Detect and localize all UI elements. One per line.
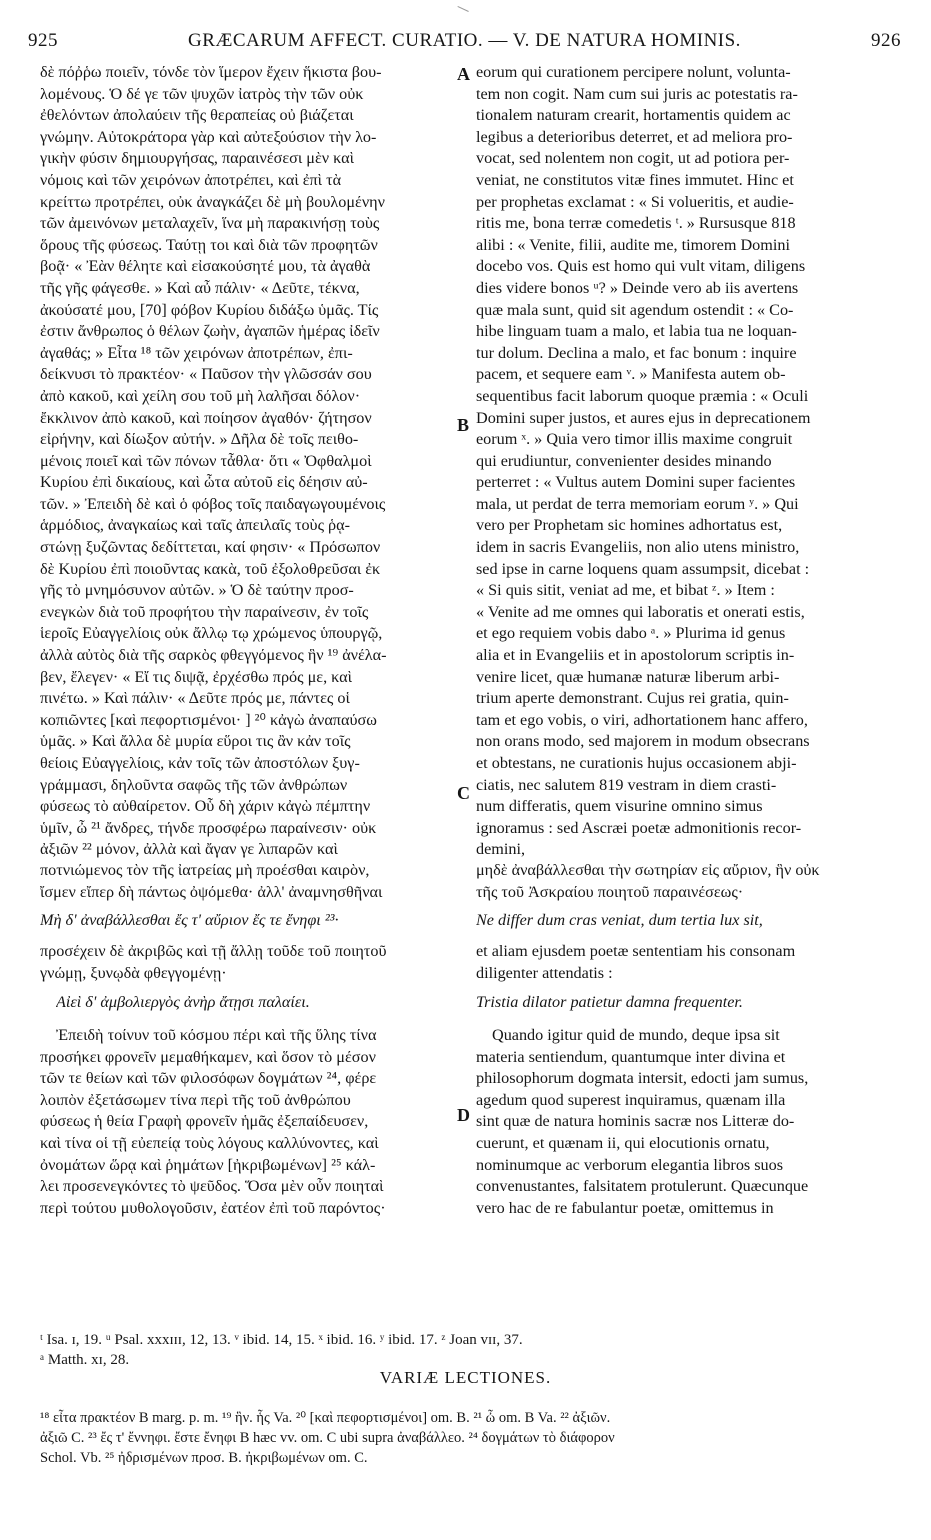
greek-line: θείοις Εὐαγγελίοις, κἀν τοῖς τῶν ἀποστόλων ξυγ- xyxy=(40,754,360,772)
greek-column xyxy=(40,62,454,861)
latin-line: perterret : « Vultus autem Domini super facientes xyxy=(476,473,796,492)
greek-final-paragraph xyxy=(40,1025,454,1219)
page-header xyxy=(28,30,901,56)
greek-line: βοᾷ· « Ἐὰν θέλητε καὶ εἰσακούσητέ μου, τὰ ἀγαθὰ xyxy=(40,257,371,276)
greek-line: τῶν. » Ἐπειδὴ δὲ καὶ ὁ φόβος τοῖς παιδαγωγουμένοις xyxy=(40,494,386,513)
greek-line: φύσεως ἡ θεία Γραφὴ φρονεῖν ἡμᾶς ἐξεπαίδευσεν, xyxy=(40,1112,369,1131)
greek-line: ἐθελόντων ἀπολαύειν τῆς θεραπείας οὐ βιάζεται xyxy=(40,106,354,125)
latin-line: trium aperte demonstrant. Cujus rei gratia, quin- xyxy=(476,689,789,708)
latin-line: eorum qui curationem percipere nolunt, volunta- xyxy=(476,63,791,81)
latin-line: diligenter attendatis : xyxy=(476,964,613,982)
greek-line: ἱεροῖς Εὐαγγελίοις οὐκ ἄλλῳ τῳ χρώμενος ὑπουργῷ, xyxy=(40,624,383,643)
footnote-line: ᵗ Isa. ɪ, 19. ᵘ Psal. xxxɪɪɪ, 12, 13. ᵛ ibid. 14, 15. ˣ ibid. 16. ʸ ibid. 17. ᶻ Joan vɪɪ, 37. xyxy=(40,1332,523,1348)
greek-line: προσέχειν δὲ ἀκριβῶς καὶ τῇ ἄλλῃ τοῦδε τοῦ ποιητοῦ xyxy=(40,942,387,960)
margin-letter-d: D xyxy=(457,1105,470,1125)
latin-verse: Ne differ dum cras veniat, dum tertia lux sit, xyxy=(476,911,763,929)
greek-line: ὑμῖν, ὦ ²¹ ἄνδρες, τήνδε προσφέρω παραίνεσιν· οὐκ xyxy=(40,818,377,837)
greek-line: κρείττω προτρέπει, οὐκ ἀναγκάζει δὲ μὴ βουλομένην xyxy=(40,192,385,211)
margin-letter-c: C xyxy=(457,783,470,803)
greek-line: τῶν ἀμεινόνων μεταλαχεῖν, ἵνα μὴ παρακινήσῃ τοὺς xyxy=(40,214,380,233)
latin-line: num differatis, quem visurine omnino simus xyxy=(476,797,763,816)
latin-line: alibi : « Venite, filii, audite me, timorem Domini xyxy=(476,235,790,254)
latin-line: materia sentiendum, quantumque inter divina et xyxy=(476,1047,786,1066)
latin-line: cuerunt, et quænam ii, qui elocutionis ornatu, xyxy=(476,1133,770,1152)
greek-line: γνώμην. Αὐτοκράτορα γὰρ καὶ αὐτεξούσιον τὴν λο- xyxy=(40,127,377,146)
greek-verse: Μὴ δ' ἀναβάλλεσθαι ἔς τ' αὔριον ἔς τε ἔνηφι ²³· xyxy=(40,911,339,929)
latin-line: ritis me, bona terræ comedetis ᵗ. » Rursusque 818 xyxy=(476,214,796,233)
scan-artifact xyxy=(453,6,469,21)
latin-line: Domini super justos, et aures ejus in deprecationem xyxy=(476,408,811,427)
greek-line: στώνῃ ξυζῶντας δεδίττεται, καί φησιν· « Πρόσωπον xyxy=(40,538,381,557)
greek-line: ἔκκλινον ἀπὸ κακοῦ, καὶ ποίησον ἀγαθόν· ζήτησον xyxy=(40,408,372,427)
greek-line: δὲ Κυρίου ἐπὶ ποιοῦντας κακὰ, τοῦ ἐξολοθρεῦσαι ἐκ xyxy=(40,559,381,578)
greek-line: ὑμᾶς. » Καὶ ἄλλα δὲ μυρία εὕροι τις ἂν κἀν τοῖς xyxy=(40,732,351,751)
greek-line: πινέτω. » Καὶ πάλιν· « Δεῦτε πρός με, πάντες οἱ xyxy=(40,689,350,708)
latin-line: sint quæ de natura hominis sacræ nos Litteræ do- xyxy=(476,1112,795,1131)
latin-line: vero hac de re fabulantur poetæ, omittemus in xyxy=(476,1198,774,1217)
latin-line: non orans modo, sed majorem in modum obsecrans xyxy=(476,732,810,751)
greek-line: λοιπὸν ἐξετάσωμεν τίνα περὶ τῆς τοῦ ἀνθρώπου xyxy=(40,1090,351,1109)
greek-line: ἀκούσατέ μου, [70] φόβον Κυρίου διδάξω ὑμᾶς. Τίς xyxy=(40,300,379,319)
greek-line: μένοις ποιεῖ καὶ τῶν πόνων τἆθλα· ὅτι « Ὀφθαλμοὶ xyxy=(40,451,372,470)
variant-line: ἀξιῶ C. ²³ ἔς τ' ἔννηφι. ἔστε ἔνηφι B hæc vv. om. C ubi supra ἀναβάλλεο. ²⁴ δογμάτων τὸ διάφορον xyxy=(40,1430,615,1446)
margin-letter-a: A xyxy=(457,64,470,84)
greek-line: γῆς τὸ μνημόσυνον αὐτῶν. » Ὁ δὲ ταύτην προσ- xyxy=(40,581,354,600)
greek-line: βεν, ἔλεγεν· « Εἴ τις διψᾷ, ἐρχέσθω πρός με, καὶ xyxy=(40,667,353,686)
greek-line: τῆς γῆς φάγεσθε. » Καὶ αὖ πάλιν· « Δεῦτε, τέκνα, xyxy=(40,278,360,297)
latin-line: idem in sacris Evangeliis, non alio utens ministro, xyxy=(476,538,800,557)
page-number-right: 926 xyxy=(871,30,901,51)
latin-line: mala, ut perdat de terra memoriam eorum ʸ. » Qui xyxy=(476,494,799,513)
page-number-left: 925 xyxy=(28,30,58,51)
latin-line: legibus a deterioribus deterret, et ad meliora pro- xyxy=(476,127,793,146)
greek-line: ἀγαθάς; » Εἶτα ¹⁸ τῶν χειρόνων ἀποτρέπων, ἐπι- xyxy=(40,343,353,362)
latin-line: tam et ego vobis, o viri, adhortationem hanc affero, xyxy=(476,710,808,729)
greek-line: λομένους. Ὁ δέ γε τῶν ψυχῶν ἰατρὸς τὴν τῶν οὐκ xyxy=(40,84,364,103)
latin-final-paragraph xyxy=(476,1025,896,1219)
footnotes xyxy=(40,1330,896,1370)
greek-line: κοπιῶντες [καὶ πεφορτισμένοι· ] ²⁰ κἀγὼ ἀναπαύσω xyxy=(40,710,377,729)
footnote-line: ᵃ Matth. xɪ, 28. xyxy=(40,1352,130,1368)
latin-line: et aliam ejusdem poetæ sententiam his consonam xyxy=(476,942,796,960)
greek-line: τῶν τε θείων καὶ τῶν φιλοσόφων δογμάτων ²⁴, φέρε xyxy=(40,1069,377,1088)
latin-line: docebo vos. Quis est homo qui vult vitam, diligens xyxy=(476,257,806,276)
greek-line: δὲ πόῤῥω ποιεῖν, τόνδε τὸν ἵμερον ἔχειν ἥκιστα βου- xyxy=(40,63,382,81)
latin-line: agedum quod superest inquiramus, quænam illa xyxy=(476,1090,786,1109)
latin-line: tem non cogit. Nam cum sui juris ac potestatis ra- xyxy=(476,84,798,103)
latin-line: venire licet, quæ humanæ naturæ liberum arbi- xyxy=(476,667,780,686)
greek-line: μηδὲ ἀναβάλλεσθαι τὴν σωτηρίαν εἰς αὔριον, ἣν οὐκ xyxy=(476,861,820,879)
greek-verse: Αἰεὶ δ' ἀμβολιεργὸς ἀνὴρ ἄτῃσι παλαίει. xyxy=(56,993,310,1011)
latin-line: vero per Prophetam sic homines adhortatus est, xyxy=(476,516,783,535)
latin-line: et obtestans, ne curationis hujus occasionem abji- xyxy=(476,754,797,772)
latin-line: ignoramus : sed Ascræi poetæ admonitionis recor- xyxy=(476,818,802,837)
greek-line: Κυρίου ἐπὶ δικαίους, καὶ ὦτα αὐτοῦ εἰς δέησιν αὐ- xyxy=(40,473,368,492)
latin-line: philosophorum dogmata intersit, edocti jam sumus, xyxy=(476,1069,809,1088)
greek-line: ἁρμόδιος, ἀναγκαίως καὶ ταῖς ἀπειλαῖς τοὺς ῥᾳ- xyxy=(40,516,350,535)
greek-line: λει προσενεγκόντες τὸ ψεῦδος. Ὅσα μὲν οὖν ποιηταὶ xyxy=(40,1177,384,1196)
latin-line: pacem, et sequere eam ᵛ. » Manifesta autem ob- xyxy=(476,365,786,384)
greek-line: ὀνομάτων ὥρᾳ καὶ ῥημάτων [ἠκριβωμένων] ²⁵ κάλ- xyxy=(40,1155,376,1174)
greek-line: ἀλλὰ αὐτὸς διὰ τῆς σαρκὸς φθεγγόμενος ἣν ¹⁹ ἀνέλα- xyxy=(40,646,387,665)
latin-line: veniat, ne constitutos vitæ fines immutet. Hinc et xyxy=(476,170,794,189)
greek-line: ενεγκὼν διὰ τοῦ προφήτου τὴν παραίνεσιν, ἐν τοῖς xyxy=(40,602,369,621)
latin-line: sequentibus facit laborum quoque præmia : « Oculi xyxy=(476,386,809,405)
greek-line: γνώμῃ, ξυνῳδὰ φθεγγομένῃ· xyxy=(40,964,227,982)
greek-line: καὶ τίνα οἱ τῇ εὐεπείᾳ τοὺς λόγους καλλύνοντες, καὶ xyxy=(40,1133,379,1152)
latin-line: eorum ˣ. » Quia vero timor illis maxime congruit xyxy=(476,430,793,449)
variant-line: ¹⁸ εἶτα πρακτέον B marg. p. m. ¹⁹ ἣν. ἧς Va. ²⁰ [καὶ πεφορτισμένοι] om. B. ²¹ ὦ om. B Va. ²² ἀξιῶν. xyxy=(40,1410,611,1426)
greek-line: νόμοις καὶ τῶν χειρόνων ἀποτρέπει, καὶ ἐπὶ τὰ xyxy=(40,170,342,189)
latin-verse: Tristia dilator patietur damna frequenter. xyxy=(476,993,743,1011)
greek-line: προσήκει φρονεῖν μεμαθήκαμεν, καὶ ὅσον τὸ μέσον xyxy=(40,1047,376,1066)
greek-line: ἐστιν ἄνθρωπος ὁ θέλων ζωὴν, ἀγαπῶν ἡμέρας ἰδεῖν xyxy=(40,322,380,341)
greek-line: τῆς τοῦ Ἀσκραίου ποιητοῦ παραινέσεως· xyxy=(476,883,744,901)
greek-line: εἰρήνην, καὶ δίωξον αὐτήν. » Δῆλα δὲ τοῖς πειθο- xyxy=(40,430,359,449)
latin-line: convenustantes, falsitatem protulerunt. Quæcunque xyxy=(476,1177,809,1196)
greek-line: φύσεως τὸ αὐθαίρετον. Οὗ δὴ χάριν κἀγὼ πέμπτην xyxy=(40,797,371,816)
variae-lectiones-heading: VARIÆ LECTIONES. xyxy=(379,1368,552,1387)
running-title: GRÆCARUM AFFECT. CURATIO. — V. DE NATURA HOMINIS. xyxy=(188,30,741,51)
variant-line: Schol. Vb. ²⁵ ἠδρισμένων προσ. B. ἠκριβωμένων om. C. xyxy=(40,1450,368,1466)
latin-line: nominumque ac verborum elegantia libros suos xyxy=(476,1155,784,1174)
greek-line: ἀξιῶν ²² μόνον, ἀλλὰ καὶ ἄγαν γε λιπαρῶν καὶ xyxy=(40,840,338,859)
latin-line: vocat, sed nolentem non cogit, ut ad potiora per- xyxy=(476,149,790,168)
latin-line: tionalem naturam crearit, hortamentis quidem ac xyxy=(476,106,791,125)
greek-line: Ἐπειδὴ τοίνυν τοῦ κόσμου πέρι καὶ τῆς ὕλης τίνα xyxy=(56,1026,377,1044)
greek-line: γικὴν φύσιν δημιουργήσας, παραινέσεσι μὲν καὶ xyxy=(40,149,354,168)
latin-line: hibe linguam tuam a malo, et labia tua ne loquan- xyxy=(476,322,797,341)
latin-line: « Venite ad me omnes qui laboratis et onerati estis, xyxy=(476,602,805,621)
latin-line: sed ipse in carne loquens quam assumpsit, dicebat : xyxy=(476,559,810,578)
variae-lectiones xyxy=(40,1408,896,1468)
latin-column xyxy=(476,62,896,861)
greek-line: ἴσμεν εἴπερ δὴ πάντως ὀψόμεθα· ἀλλ' ἀναμνησθῆναι xyxy=(40,883,383,901)
greek-line: δείκνυσι τὸ πρακτέον· « Παῦσον τὴν γλῶσσάν σου xyxy=(40,365,372,384)
greek-line: γράμμασι, δηλοῦντα σαφῶς τῆς τῶν ἀνθρώπων xyxy=(40,775,348,794)
latin-line: alia et in Evangeliis et in apostolorum scriptis in- xyxy=(476,646,795,665)
greek-line: ἀπὸ κακοῦ, καὶ χείλη σου τοῦ μὴ λαλῆσαι δόλον· xyxy=(40,386,361,405)
latin-line: Quando igitur quid de mundo, deque ipsa sit xyxy=(492,1026,780,1044)
greek-line: ποτνιώμενος τὸν τῆς ἰατρείας μὴ προέσθαι καιρὸν, xyxy=(40,861,370,879)
latin-line: quæ mala sunt, quid sit agendum ostendit : « Co- xyxy=(476,300,794,319)
latin-line: demini, xyxy=(476,840,526,859)
greek-line: ὅρους τῆς φύσεως. Ταύτῃ τοι καὶ διὰ τῶν προφητῶν xyxy=(40,235,378,254)
latin-line: « Si quis sitit, veniat ad me, et bibat ᶻ. » Item : xyxy=(476,581,775,600)
latin-line: dies videre bonos ᵘ? » Deinde vero ab iis avertens xyxy=(476,278,799,297)
latin-line: per prophetas exclamat : « Si volueritis, et audie- xyxy=(476,192,794,211)
latin-line: ciatis, nec salutem 819 vestram in diem crasti- xyxy=(476,775,777,794)
latin-line: et ego requiem vobis dabo ᵃ. » Plurima id genus xyxy=(476,624,786,643)
latin-line: qui erudiuntur, convenienter desides minando xyxy=(476,451,772,470)
latin-line: tur dolum. Declina a malo, et fac bonum : inquire xyxy=(476,343,797,362)
greek-line: περὶ τούτου μυθολογοῦσιν, ἐατέον ἐπὶ τοῦ παρόντος· xyxy=(40,1198,386,1217)
margin-letter-b: B xyxy=(457,415,470,435)
